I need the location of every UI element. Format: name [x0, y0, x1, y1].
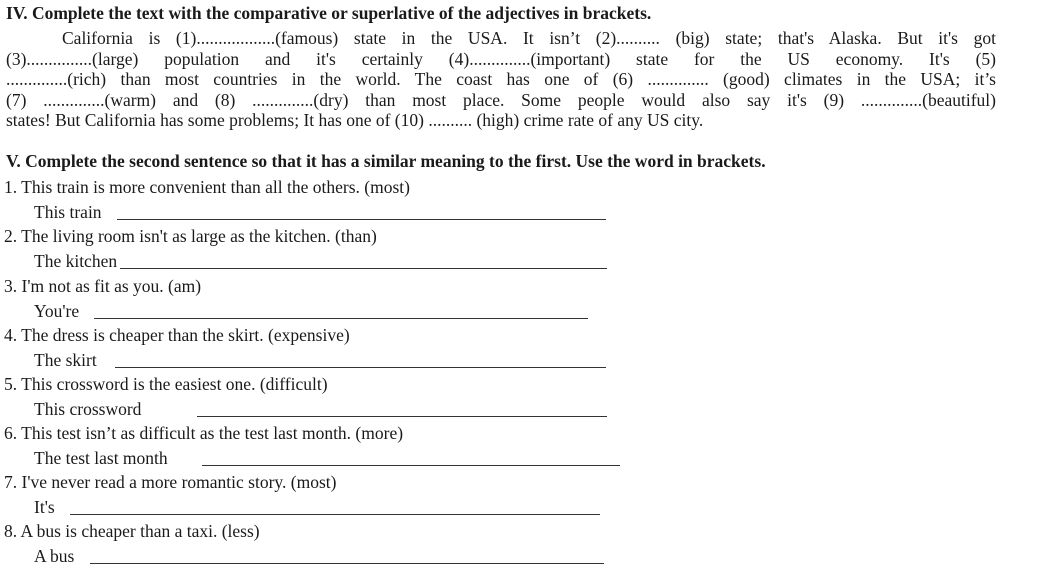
- answer-stem-4: The skirt: [34, 350, 97, 370]
- answer-line-3[interactable]: [94, 318, 588, 319]
- answer-stem-7: It's: [34, 497, 55, 517]
- paragraph-line-2: (3)...............(large) population and it's certainly (4)..............(important) state for the US economy. It's (5): [6, 48, 996, 69]
- question-5: 5. This crossword is the easiest one. (difficult): [4, 374, 328, 394]
- paragraph-line-1: California is (1)..................(famous) state in the USA. It isn’t (2).......... (big) state; that's Alaska. But it's got: [62, 28, 996, 48]
- section-4-heading: IV. Complete the text with the comparative or superlative of the adjectives in brackets.: [6, 3, 652, 23]
- answer-stem-8: A bus: [34, 546, 75, 566]
- paragraph-line-3: ..............(rich) than most countries in the world. The coast has one of (6) .............. (good) climates in the USA; it’s: [6, 69, 996, 90]
- answer-stem-1: This train: [34, 202, 102, 222]
- question-1: 1. This train is more convenient than all the others. (most): [4, 177, 410, 197]
- question-3: 3. I'm not as fit as you. (am): [4, 276, 202, 296]
- question-8: 8. A bus is cheaper than a taxi. (less): [4, 521, 260, 541]
- section-5-heading: V. Complete the second sentence so that it has a similar meaning to the first. Use the word in brackets.: [6, 151, 766, 171]
- answer-line-4[interactable]: [115, 367, 606, 368]
- answer-stem-6: The test last month: [34, 448, 168, 468]
- answer-line-1[interactable]: [117, 219, 606, 220]
- paragraph-line-5: states! But California has some problems; It has one of (10) .......... (high) crime rate of any US city.: [6, 110, 704, 131]
- question-7: 7. I've never read a more romantic story. (most): [4, 472, 337, 492]
- answer-stem-2: The kitchen: [34, 251, 118, 271]
- section-4-paragraph: [6, 28, 996, 131]
- answer-line-8[interactable]: [90, 563, 604, 564]
- answer-stem-3: You're: [34, 301, 80, 321]
- answer-stem-5: This crossword: [34, 399, 142, 419]
- question-2: 2. The living room isn't as large as the kitchen. (than): [4, 226, 377, 246]
- question-4: 4. The dress is cheaper than the skirt. (expensive): [4, 325, 350, 345]
- answer-line-6[interactable]: [202, 465, 620, 466]
- answer-line-5[interactable]: [197, 416, 607, 417]
- answer-line-7[interactable]: [70, 514, 600, 515]
- question-6: 6. This test isn’t as difficult as the test last month. (more): [4, 423, 404, 443]
- answer-line-2[interactable]: [120, 268, 607, 269]
- paragraph-line-4: (7) ..............(warm) and (8) ..............(dry) than most place. Some people would also say it's (9) ..............(beautiful): [6, 89, 996, 110]
